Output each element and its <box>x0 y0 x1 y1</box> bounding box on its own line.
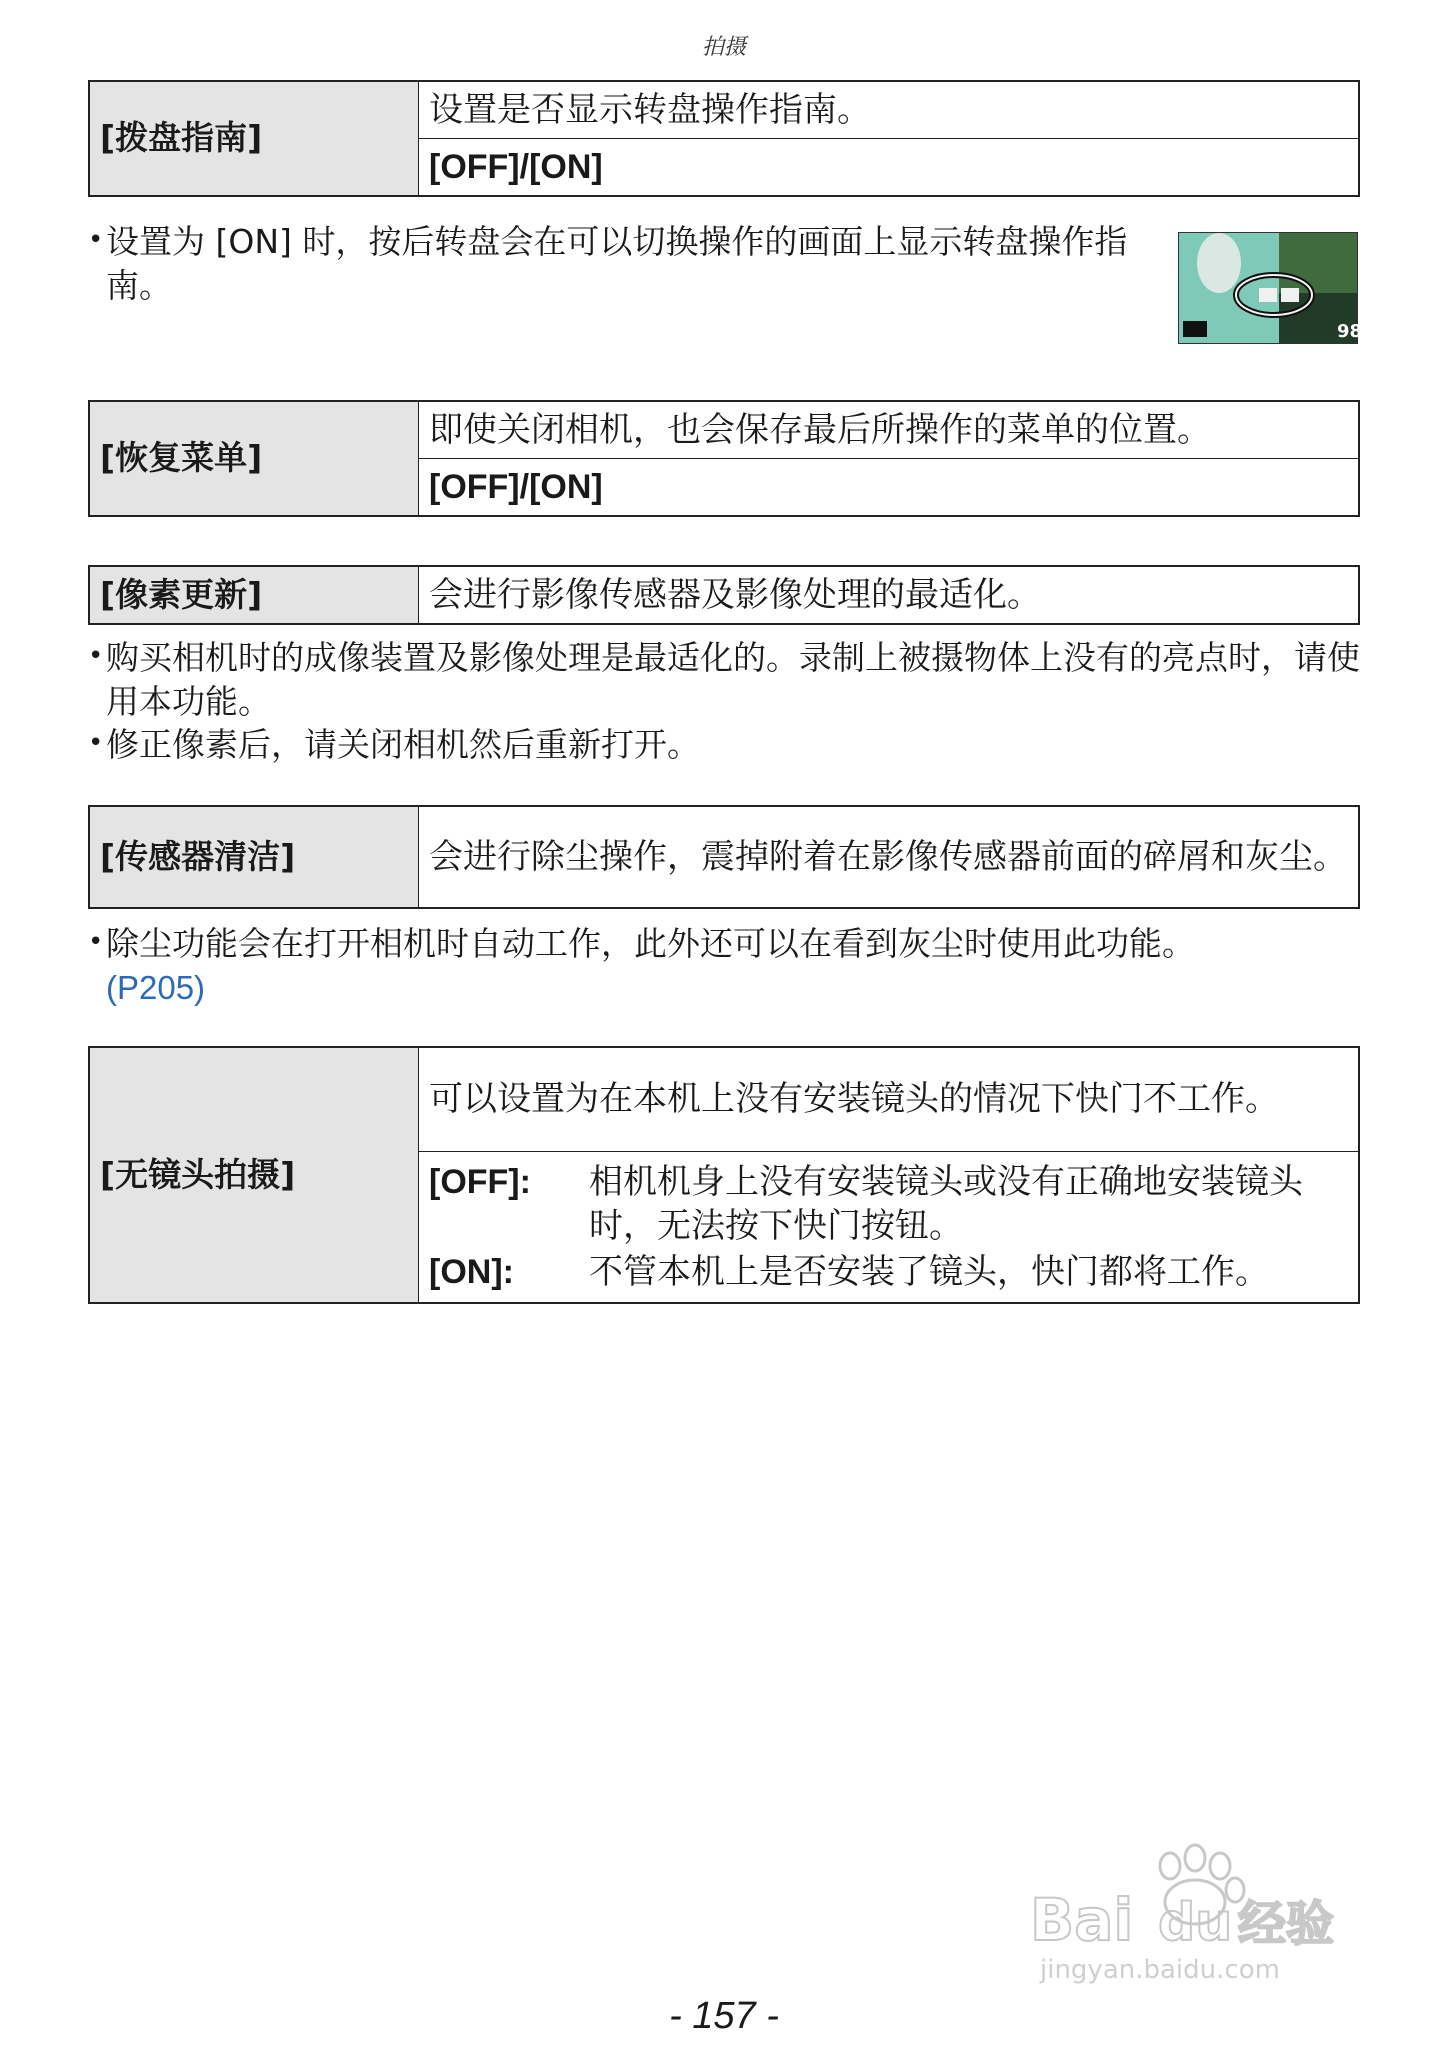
camera-screen-image <box>1179 233 1363 343</box>
shoot-without-lens-options <box>419 1151 1360 1303</box>
dial-guide-note-text: 设置为 [ON] 时，按后转盘会在可以切换操作的画面上显示转盘操作指南。 <box>106 222 1128 305</box>
pixel-refresh-description: 会进行影像传感器及影像处理的最适化。 <box>419 566 1360 624</box>
dial-guide-options: [OFF]/[ON] <box>419 139 1360 197</box>
dial-guide-note <box>88 220 1148 307</box>
page-number: - 157 - <box>669 1995 779 2037</box>
dial-guide-table <box>88 80 1360 197</box>
watermark-brand: Bai <box>1030 1886 1134 1954</box>
option-on-text: 不管本机上是否安装了镜头，快门都将工作。 <box>589 1251 1269 1292</box>
shoot-without-lens-description: 可以设置为在本机上没有安装镜头的情况下快门不工作。 <box>419 1047 1360 1151</box>
option-off-text: 相机机身上没有安装镜头或没有正确地安装镜头时，无法按下快门按钮。 <box>589 1161 1303 1246</box>
watermark-brand-cn: 经验 <box>1238 1896 1335 1952</box>
pixel-refresh-note-2: 修正像素后，请关闭相机然后重新打开。 <box>106 725 700 765</box>
sensor-cleaning-label: [传感器清洁] <box>89 806 419 908</box>
thumbnail-badge: 98 <box>1337 321 1363 342</box>
page-header: 拍摄 <box>701 35 746 60</box>
menu-resume-description: 即使关闭相机，也会保存最后所操作的菜单的位置。 <box>419 401 1360 459</box>
dial-guide-screen-thumbnail <box>1178 232 1363 344</box>
option-on-label: [ON]: <box>429 1252 514 1291</box>
option-on <box>429 1250 1348 1294</box>
baidu-watermark <box>1030 1840 1360 1990</box>
sensor-cleaning-note <box>88 922 1360 1009</box>
pixel-refresh-note-1: 购买相机时的成像装置及影像处理是最适化的。录制上被摄物体上没有的亮点时，请使用本功能。 <box>106 638 1360 721</box>
bullet-icon: • <box>88 728 104 759</box>
option-off <box>429 1160 1348 1248</box>
bullet-icon: • <box>88 225 104 255</box>
baidu-paw-logo <box>1030 1840 1360 1990</box>
bullet-icon: • <box>88 641 104 671</box>
menu-resume-label: [恢复菜单] <box>89 401 419 516</box>
watermark-brand-2: du <box>1158 1893 1233 1953</box>
pixel-refresh-label: [像素更新] <box>89 566 419 624</box>
sensor-cleaning-note-text: 除尘功能会在打开相机时自动工作，此外还可以在看到灰尘时使用此功能。 <box>106 924 1195 963</box>
sensor-cleaning-table <box>88 805 1360 909</box>
option-off-label: [OFF]: <box>429 1162 531 1201</box>
dial-guide-description: 设置是否显示转盘操作指南。 <box>419 81 1360 139</box>
sensor-cleaning-description: 会进行除尘操作，震掉附着在影像传感器前面的碎屑和灰尘。 <box>419 806 1360 908</box>
pixel-refresh-notes <box>88 636 1360 767</box>
pixel-refresh-table <box>88 565 1360 625</box>
menu-resume-table <box>88 400 1360 517</box>
dial-guide-label: [拨盘指南] <box>89 81 419 196</box>
shoot-without-lens-table <box>88 1046 1360 1304</box>
watermark-url: jingyan.baidu.com <box>1040 1955 1280 1985</box>
page-reference-link[interactable]: (P205) <box>106 968 206 1006</box>
shoot-without-lens-label: [无镜头拍摄] <box>89 1047 419 1303</box>
bullet-icon: • <box>88 927 104 957</box>
menu-resume-options: [OFF]/[ON] <box>419 459 1360 517</box>
